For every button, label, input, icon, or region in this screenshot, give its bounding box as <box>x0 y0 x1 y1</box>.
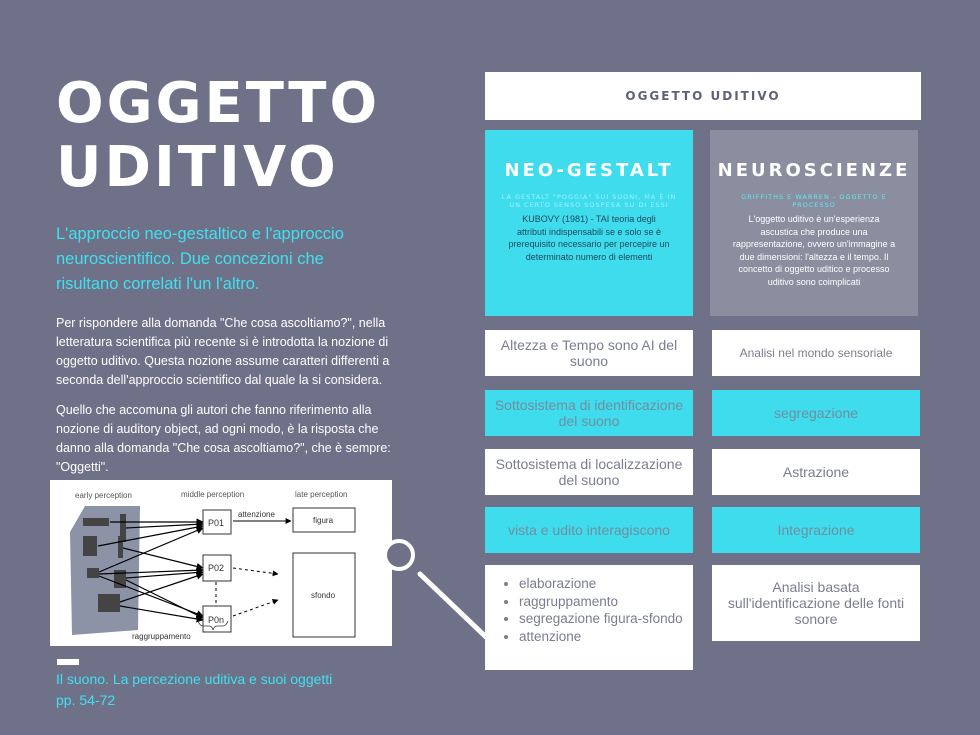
neo-gestalt-column <box>485 130 693 316</box>
perception-diagram <box>50 480 392 646</box>
citation <box>56 669 376 711</box>
early-perception-label: early perception <box>75 491 132 500</box>
intro-paragraph: Per rispondere alla domanda "Che cosa ascoltiamo?", nella letteratura scientifica più recente si è introdotta la nozione di oggetto uditivo. Questa nozione assume caratteri differenti a seconda dell'approccio scientifico dal quale la si considera. <box>56 316 390 387</box>
neuroscience-title: NEUROSCIENZE <box>717 160 911 181</box>
neo-gestalt-caption: LA GESTALT "POGGIA" SUI SUONI, MA È IN UN CERTO SENSO SOSPESA SU DI ESSI <box>501 193 677 209</box>
subtitle: L'approccio neo-gestaltico e l'approccio neuroscientifico. Due concezioni che risultano correlati l'un l'altro. <box>56 225 344 293</box>
list-item: • elaborazione <box>519 575 693 593</box>
answer-paragraph: Quello che accomuna gli autori che fanno riferimento alla nozione di auditory object, ad ogni modo, è la risposta che danno alla domanda "Che cosa ascoltiamo?", che è sempre: "Oggetti". <box>56 403 391 474</box>
row-3-right: Astrazione <box>712 449 920 495</box>
final-right-box: Analisi basata sull'identificazione delle fonti sonore <box>712 565 920 641</box>
node-p0n-label: P0n <box>208 615 225 625</box>
title-line-2: UDITIVO <box>56 135 339 200</box>
row-1-right: Analisi nel mondo sensoriale <box>712 330 920 376</box>
neo-gestalt-body: KUBOVY (1981) - TAI teoria degli attributi indispensabili se e solo se è prerequisito necessario per percepire un determinato numero di elementi <box>508 214 670 262</box>
magnifier-lens <box>382 538 416 572</box>
list-item: • attenzione <box>519 628 693 646</box>
divider <box>57 659 79 665</box>
page-title <box>56 72 380 200</box>
middle-perception-label: middle perception <box>181 490 245 499</box>
row-2-right: segregazione <box>712 390 920 436</box>
background-label: sfondo <box>311 591 336 600</box>
row-1-left: Altezza e Tempo sono AI del suono <box>485 330 693 376</box>
list-item: • segregazione figura-sfondo <box>519 610 693 628</box>
node-p02-label: P02 <box>208 563 225 573</box>
neuroscience-caption: GRIFFITHS E WARREN - OGGETTO E PROCESSO <box>741 193 887 209</box>
neuroscience-body: L'oggetto uditivo è un'esperienza ascustica che produce una rappresentazione, ovvero un'immagine a due dimensioni: l'altezza e il tempo. Il concetto di oggetto uditico e processo uditivo sono coimplicati <box>732 214 896 287</box>
citation-pages: pp. 54-72 <box>56 692 116 708</box>
process-list <box>485 575 693 645</box>
title-line-1: OGGETTO <box>56 71 381 136</box>
figure-label: figura <box>313 516 334 525</box>
neo-gestalt-title: NEO-GESTALT <box>504 160 674 181</box>
neuroscience-column <box>710 130 918 316</box>
row-2-left: Sottosistema di identificazione del suono <box>485 390 693 436</box>
table-header: OGGETTO UDITIVO <box>485 72 921 120</box>
row-4-right: Integrazione <box>712 507 920 553</box>
row-3-left: Sottosistema di localizzazione del suono <box>485 449 693 495</box>
attention-label: attenzione <box>238 510 275 519</box>
row-4-left: vista e udito interagiscono <box>485 507 693 553</box>
grouping-label: raggruppamento <box>132 632 191 641</box>
late-perception-label: late perception <box>295 490 348 499</box>
process-list-box <box>485 565 693 670</box>
citation-title: Il suono. La percezione uditiva e suoi oggetti <box>56 671 333 687</box>
node-p01-label: P01 <box>208 518 225 528</box>
list-item: • raggruppamento <box>519 593 693 611</box>
